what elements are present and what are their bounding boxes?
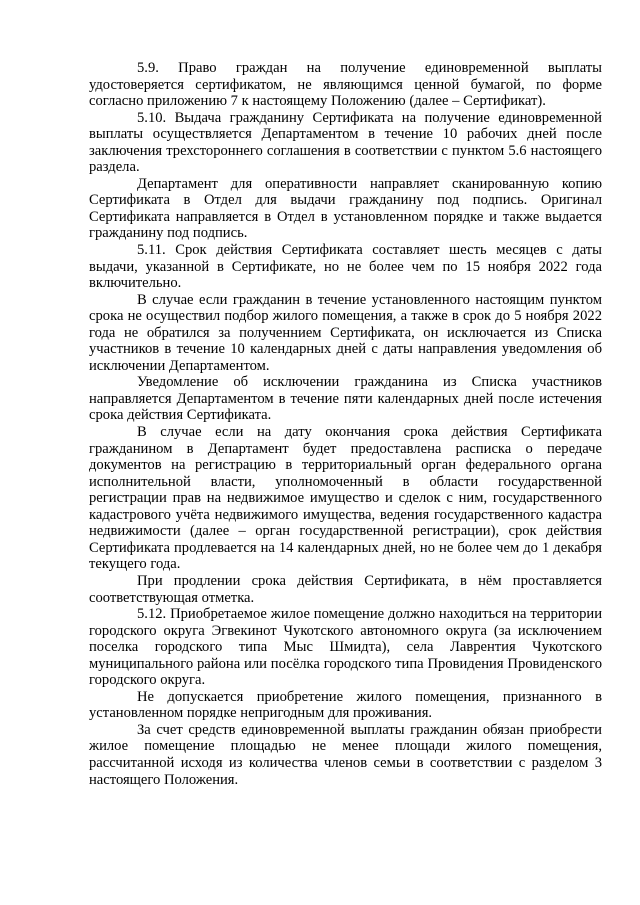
paragraph-5-10: 5.10. Выдача гражданину Сертификата на получение единовременной выплаты осуществляется Департаментом в течение 10 рабочих дней после заключения трехстороннего соглашения в соответствии с пунктом 5.6 настоящего раздела. — [89, 109, 602, 176]
paragraph-5-11-exclusion: В случае если гражданин в течение установленного настоящим пунктом срока не осуществил подбор жилого помещения, а также в срок до 5 ноября 2022 года не обратился за полученнием Сертификата, он исключается из Списка участников в течение 10 календарных дней с даты направления уведомления об исключении Департаментом. — [89, 291, 602, 374]
document-page — [89, 60, 602, 788]
paragraph-5-11-notification: Уведомление об исключении гражданина из Списка участников направляется Департаментом в течение пяти календарных дней после истечения срока действия Сертификата. — [89, 374, 602, 424]
paragraph-5-12-unfit-housing: Не допускается приобретение жилого помещения, признанного в установленном порядке непригодным для проживания. — [89, 688, 602, 722]
paragraph-5-9: 5.9. Право граждан на получение единовременной выплаты удостоверяется сертификатом, не являющимся ценной бумагой, по форме согласно приложению 7 к настоящему Положению (далее – Сертификат). — [89, 60, 602, 110]
paragraph-5-12: 5.12. Приобретаемое жилое помещение должно находиться на территории городского округа Эгвекинот Чукотского автономного округа (за исключением поселка городского типа Мыс Шмидта), села Лаврентия Чукотского муниципального района или посёлка городского типа Провидения Провиденского городского округа. — [89, 606, 602, 689]
paragraph-5-12-area-requirement: За счет средств единовременной выплаты гражданин обязан приобрести жилое помещение площадью не менее площади жилого помещения, рассчитанной исходя из количества членов семьи в соответствии с разделом 3 настоящего Положения. — [89, 721, 602, 788]
paragraph-5-11-extension-mark: При продлении срока действия Сертификата, в нём проставляется соответствующая отметка. — [89, 572, 602, 606]
paragraph-5-11-extension: В случае если на дату окончания срока действия Сертификата гражданином в Департамент будет предоставлена расписка о передаче документов на регистрацию в территориальный орган федерального органа исполнительной власти, уполномоченный в области государственной регистрации прав на недвижимое имущество и сделок с ним, государственного кадастрового учёта недвижимого имущества, ведения государственного кадастра недвижимости (далее – орган государственной регистрации), срок действия Сертификата продлевается на 14 календарных дней, но не более чем до 1 декабря текущего года. — [89, 424, 602, 573]
paragraph-5-10-scan-copy: Департамент для оперативности направляет сканированную копию Сертификата в Отдел для выдачи гражданину под подпись. Оригинал Сертификата направляется в Отдел в установленном порядке и также выдается гражданину под подпись. — [89, 175, 602, 242]
paragraph-5-11: 5.11. Срок действия Сертификата составляет шесть месяцев с даты выдачи, указанной в Сертификате, но не более чем по 15 ноября 2022 года включительно. — [89, 242, 602, 292]
